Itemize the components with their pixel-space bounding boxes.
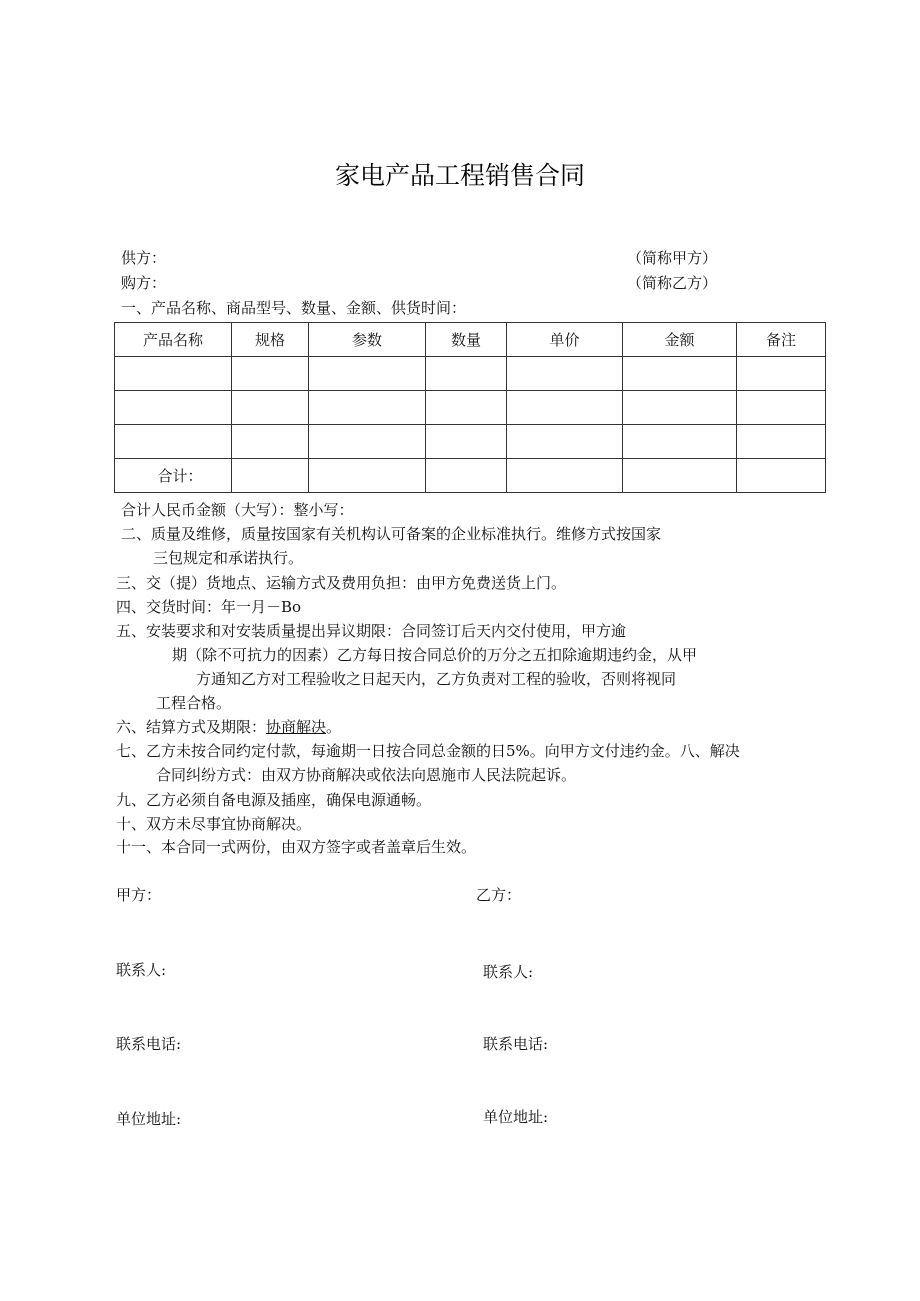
table-cell xyxy=(623,391,737,425)
table-cell xyxy=(232,391,309,425)
table-cell xyxy=(309,459,426,493)
header-product-name: 产品名称 xyxy=(115,323,232,357)
header-amount: 金额 xyxy=(623,323,737,357)
table-cell xyxy=(115,357,232,391)
section-9: 九、乙方必须自备电源及插座，确保电源通畅。 xyxy=(116,791,432,809)
table-total-row xyxy=(115,459,826,493)
section-5-line-3: 方通知乙方对工程验收之日起天内，乙方负责对工程的验收，否则将视同 xyxy=(196,670,677,688)
section-6 xyxy=(116,717,341,737)
section-6-settlement: 协商解决 xyxy=(266,718,327,736)
product-table xyxy=(114,322,826,493)
table-cell xyxy=(507,357,623,391)
table-cell xyxy=(623,425,737,459)
total-rmb-line: 合计人民币金额（大写）：整小写： xyxy=(121,501,354,519)
document-title: 家电产品工程销售合同 xyxy=(334,161,585,190)
table-cell xyxy=(232,357,309,391)
phone-b-label: 联系电话: xyxy=(483,1035,549,1053)
section-10: 十、双方未尽事宜协商解决。 xyxy=(116,815,312,833)
party-b-label: 乙方： xyxy=(476,886,522,904)
table-cell xyxy=(115,391,232,425)
table-cell xyxy=(507,459,623,493)
buyer-note: （简称乙方） xyxy=(627,274,718,292)
section-5-line-4: 工程合格。 xyxy=(156,694,232,712)
header-quantity: 数量 xyxy=(426,323,507,357)
header-params: 参数 xyxy=(309,323,426,357)
table-cell xyxy=(426,357,507,391)
table-cell xyxy=(737,357,826,391)
table-cell xyxy=(507,391,623,425)
table-cell xyxy=(115,425,232,459)
section-2-line-2: 三包规定和承诺执行。 xyxy=(153,549,304,567)
table-cell xyxy=(309,357,426,391)
section-6-suffix: 。 xyxy=(326,718,342,736)
header-spec: 规格 xyxy=(232,323,309,357)
supplier-label: 供方： xyxy=(121,249,167,267)
contact-b-label: 联系人: xyxy=(483,963,534,981)
header-unit-price: 单价 xyxy=(507,323,623,357)
party-a-label: 甲方： xyxy=(116,886,162,904)
table-cell xyxy=(737,391,826,425)
table-cell xyxy=(309,425,426,459)
total-label: 合计： xyxy=(115,459,232,493)
table-cell xyxy=(309,391,426,425)
section-2-line-1: 二、质量及维修，质量按国家有关机构认可备案的企业标准执行。维修方式按国家 xyxy=(121,525,662,543)
section-7-line-2: 合同纠纷方式：由双方协商解决或依法向恩施市人民法院起诉。 xyxy=(156,766,577,784)
table-cell xyxy=(232,425,309,459)
section-6-prefix: 六、结算方式及期限： xyxy=(116,718,267,736)
section-11: 十一、本合同一式两份，由双方签字或者盖章后生效。 xyxy=(116,838,477,856)
table-cell xyxy=(426,459,507,493)
address-b-label: 单位地址: xyxy=(483,1108,549,1126)
section-1-heading: 一、产品名称、商品型号、数量、金额、供货时间： xyxy=(121,299,467,317)
buyer-label: 购方： xyxy=(121,274,167,292)
table-cell xyxy=(426,425,507,459)
table-row xyxy=(115,425,826,459)
header-remarks: 备注 xyxy=(737,323,826,357)
table-cell xyxy=(737,459,826,493)
contact-a-label: 联系人: xyxy=(116,961,167,979)
section-5-line-1: 五、安装要求和对安装质量提出异议期限：合同签订后天内交付使用，甲方逾 xyxy=(116,622,627,640)
section-5-line-2: 期（除不可抗力的因素）乙方每日按合同总价的万分之五扣除逾期违约金，从甲 xyxy=(172,646,698,664)
table-cell xyxy=(623,357,737,391)
table-cell xyxy=(737,425,826,459)
section-4: 四、交货时间：年一月－Bo xyxy=(116,598,302,616)
table-cell xyxy=(426,391,507,425)
section-7-line-1: 七、乙方未按合同约定付款，每逾期一日按合同总金额的日5%。向甲方文付违约金。八、解决 xyxy=(116,742,740,760)
table-cell xyxy=(507,425,623,459)
table-cell xyxy=(623,459,737,493)
phone-a-label: 联系电话: xyxy=(116,1035,182,1053)
table-header-row xyxy=(115,323,826,357)
table-row xyxy=(115,357,826,391)
address-a-label: 单位地址: xyxy=(116,1110,182,1128)
supplier-note: （简称甲方） xyxy=(627,249,718,267)
table-cell xyxy=(232,459,309,493)
section-3: 三、交（提）货地点、运输方式及费用负担：由甲方免费送货上门。 xyxy=(116,574,567,592)
table-row xyxy=(115,391,826,425)
